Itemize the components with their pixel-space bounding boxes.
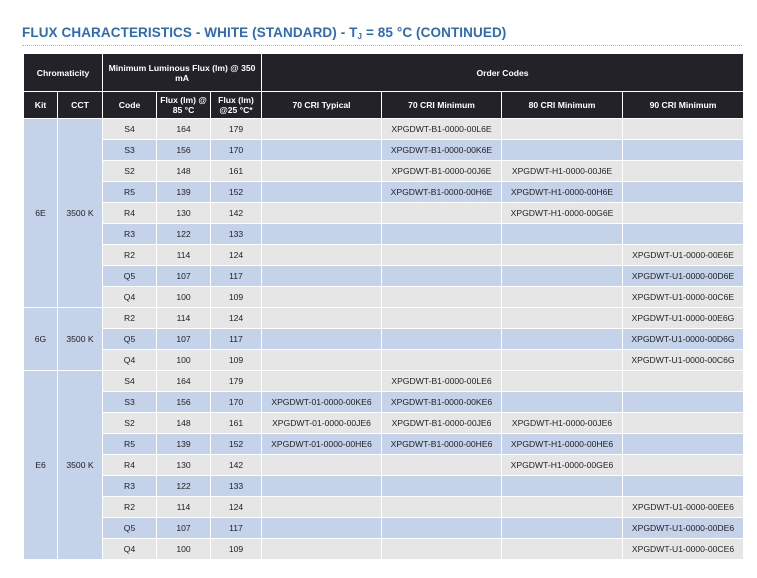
flux-table — [23, 53, 744, 560]
cri80-minimum-cell: XPGDWT-H1-0000-00JE6 — [502, 413, 623, 434]
table-row — [24, 518, 744, 539]
cri70-typical-cell — [262, 329, 382, 350]
flux-85-cell: 148 — [157, 161, 211, 182]
flux-85-cell: 100 — [157, 287, 211, 308]
code-cell: R4 — [103, 203, 157, 224]
cri80-minimum-cell — [502, 308, 623, 329]
cri70-typical-cell — [262, 371, 382, 392]
cri90-minimum-cell — [623, 182, 744, 203]
flux-85-cell: 122 — [157, 224, 211, 245]
flux-25-cell: 124 — [211, 245, 262, 266]
table-row — [24, 350, 744, 371]
flux-25-cell: 179 — [211, 119, 262, 140]
table-row — [24, 161, 744, 182]
table-row — [24, 455, 744, 476]
flux-85-cell: 114 — [157, 245, 211, 266]
code-cell: S3 — [103, 140, 157, 161]
header-70-cri-minimum: 70 CRI Minimum — [382, 92, 502, 119]
flux-85-cell: 156 — [157, 140, 211, 161]
flux-85-cell: 100 — [157, 350, 211, 371]
cri80-minimum-cell — [502, 350, 623, 371]
flux-85-cell: 130 — [157, 455, 211, 476]
cri70-minimum-cell: XPGDWT-B1-0000-00K6E — [382, 140, 502, 161]
flux-25-cell: 109 — [211, 287, 262, 308]
cri90-minimum-cell — [623, 392, 744, 413]
cri90-minimum-cell — [623, 119, 744, 140]
cri90-minimum-cell — [623, 140, 744, 161]
table-row — [24, 413, 744, 434]
kit-cell: 6E — [24, 119, 58, 308]
cri70-typical-cell — [262, 455, 382, 476]
flux-85-cell: 100 — [157, 539, 211, 560]
title-divider — [22, 45, 742, 46]
cri70-minimum-cell: XPGDWT-B1-0000-00HE6 — [382, 434, 502, 455]
cri70-minimum-cell: XPGDWT-B1-0000-00J6E — [382, 161, 502, 182]
cct-cell: 3500 K — [58, 308, 103, 371]
cri90-minimum-cell: XPGDWT-U1-0000-00DE6 — [623, 518, 744, 539]
title-main: FLUX CHARACTERISTICS - WHITE (STANDARD) - T — [22, 25, 358, 40]
cri80-minimum-cell: XPGDWT-H1-0000-00G6E — [502, 203, 623, 224]
flux-85-cell: 107 — [157, 329, 211, 350]
flux-25-cell: 161 — [211, 161, 262, 182]
cri70-typical-cell — [262, 140, 382, 161]
cri90-minimum-cell: XPGDWT-U1-0000-00C6E — [623, 287, 744, 308]
code-cell: S2 — [103, 161, 157, 182]
flux-25-cell: 133 — [211, 476, 262, 497]
cri90-minimum-cell: XPGDWT-U1-0000-00C6G — [623, 350, 744, 371]
cri70-minimum-cell — [382, 350, 502, 371]
cri70-typical-cell: XPGDWT-01-0000-00JE6 — [262, 413, 382, 434]
code-cell: R3 — [103, 224, 157, 245]
cri80-minimum-cell: XPGDWT-H1-0000-00GE6 — [502, 455, 623, 476]
header-cct: CCT — [58, 92, 103, 119]
flux-85-cell: 114 — [157, 497, 211, 518]
cri70-minimum-cell — [382, 455, 502, 476]
code-cell: Q4 — [103, 350, 157, 371]
flux-25-cell: 179 — [211, 371, 262, 392]
cri90-minimum-cell — [623, 413, 744, 434]
cri70-minimum-cell — [382, 518, 502, 539]
cri80-minimum-cell — [502, 371, 623, 392]
cct-cell: 3500 K — [58, 119, 103, 308]
table-body — [24, 119, 744, 560]
cri70-typical-cell — [262, 287, 382, 308]
title-subscript: J — [357, 32, 363, 41]
cri80-minimum-cell — [502, 329, 623, 350]
cri90-minimum-cell — [623, 434, 744, 455]
cri70-minimum-cell — [382, 308, 502, 329]
code-cell: Q5 — [103, 329, 157, 350]
cri80-minimum-cell — [502, 224, 623, 245]
cri90-minimum-cell: XPGDWT-U1-0000-00E6G — [623, 308, 744, 329]
table-row — [24, 329, 744, 350]
cri70-typical-cell — [262, 119, 382, 140]
cri80-minimum-cell: XPGDWT-H1-0000-00J6E — [502, 161, 623, 182]
flux-25-cell: 109 — [211, 539, 262, 560]
cri70-minimum-cell: XPGDWT-B1-0000-00LE6 — [382, 371, 502, 392]
flux-25-cell: 109 — [211, 350, 262, 371]
flux-85-cell: 130 — [157, 203, 211, 224]
cri70-typical-cell — [262, 224, 382, 245]
cri70-typical-cell: XPGDWT-01-0000-00HE6 — [262, 434, 382, 455]
cri70-minimum-cell — [382, 245, 502, 266]
cri80-minimum-cell — [502, 392, 623, 413]
cri90-minimum-cell — [623, 455, 744, 476]
cri70-typical-cell — [262, 266, 382, 287]
flux-25-cell: 133 — [211, 224, 262, 245]
code-cell: S4 — [103, 371, 157, 392]
table-row — [24, 245, 744, 266]
flux-25-cell: 117 — [211, 518, 262, 539]
cri70-minimum-cell — [382, 266, 502, 287]
table-row — [24, 371, 744, 392]
table-row — [24, 266, 744, 287]
cri70-minimum-cell — [382, 287, 502, 308]
cri90-minimum-cell: XPGDWT-U1-0000-00E6E — [623, 245, 744, 266]
table-row — [24, 539, 744, 560]
header-chromaticity: Chromaticity — [24, 54, 103, 92]
header-80-cri-minimum: 80 CRI Minimum — [502, 92, 623, 119]
header-flux-25: Flux (lm) @25 °C* — [211, 92, 262, 119]
cri70-typical-cell — [262, 182, 382, 203]
cri70-typical-cell — [262, 476, 382, 497]
cri70-minimum-cell — [382, 497, 502, 518]
table-row — [24, 287, 744, 308]
table-row — [24, 497, 744, 518]
flux-85-cell: 114 — [157, 308, 211, 329]
cri70-minimum-cell — [382, 476, 502, 497]
table-row — [24, 203, 744, 224]
flux-85-cell: 156 — [157, 392, 211, 413]
cri70-minimum-cell: XPGDWT-B1-0000-00JE6 — [382, 413, 502, 434]
page-title — [22, 25, 742, 41]
cri70-typical-cell — [262, 518, 382, 539]
table-row — [24, 308, 744, 329]
cri90-minimum-cell: XPGDWT-U1-0000-00CE6 — [623, 539, 744, 560]
cri80-minimum-cell — [502, 476, 623, 497]
table-row — [24, 434, 744, 455]
table-row — [24, 224, 744, 245]
cri90-minimum-cell — [623, 224, 744, 245]
table-row — [24, 476, 744, 497]
flux-25-cell: 124 — [211, 497, 262, 518]
kit-cell: 6G — [24, 308, 58, 371]
cri90-minimum-cell — [623, 203, 744, 224]
cri80-minimum-cell — [502, 140, 623, 161]
cri80-minimum-cell — [502, 518, 623, 539]
cri70-typical-cell — [262, 539, 382, 560]
flux-85-cell: 139 — [157, 182, 211, 203]
table-row — [24, 140, 744, 161]
code-cell: R5 — [103, 182, 157, 203]
cct-cell: 3500 K — [58, 371, 103, 560]
flux-25-cell: 142 — [211, 203, 262, 224]
code-cell: R5 — [103, 434, 157, 455]
cri70-typical-cell — [262, 203, 382, 224]
code-cell: R2 — [103, 497, 157, 518]
code-cell: R2 — [103, 308, 157, 329]
cri70-minimum-cell — [382, 539, 502, 560]
flux-25-cell: 152 — [211, 434, 262, 455]
table-row — [24, 119, 744, 140]
cri80-minimum-cell — [502, 245, 623, 266]
cri70-typical-cell — [262, 308, 382, 329]
cri70-typical-cell: XPGDWT-01-0000-00KE6 — [262, 392, 382, 413]
flux-85-cell: 107 — [157, 266, 211, 287]
cri80-minimum-cell — [502, 539, 623, 560]
code-cell: R2 — [103, 245, 157, 266]
cri70-minimum-cell: XPGDWT-B1-0000-00KE6 — [382, 392, 502, 413]
cri90-minimum-cell — [623, 476, 744, 497]
cri70-typical-cell — [262, 350, 382, 371]
cri80-minimum-cell — [502, 497, 623, 518]
flux-85-cell: 107 — [157, 518, 211, 539]
cri80-minimum-cell — [502, 287, 623, 308]
header-90-cri-minimum: 90 CRI Minimum — [623, 92, 744, 119]
code-cell: Q5 — [103, 266, 157, 287]
flux-85-cell: 148 — [157, 413, 211, 434]
flux-25-cell: 142 — [211, 455, 262, 476]
flux-25-cell: 124 — [211, 308, 262, 329]
flux-85-cell: 164 — [157, 371, 211, 392]
flux-25-cell: 152 — [211, 182, 262, 203]
code-cell: S4 — [103, 119, 157, 140]
cri90-minimum-cell: XPGDWT-U1-0000-00EE6 — [623, 497, 744, 518]
code-cell: S2 — [103, 413, 157, 434]
cri90-minimum-cell — [623, 161, 744, 182]
code-cell: S3 — [103, 392, 157, 413]
flux-85-cell: 139 — [157, 434, 211, 455]
cri70-minimum-cell — [382, 224, 502, 245]
code-cell: Q4 — [103, 287, 157, 308]
header-order-codes: Order Codes — [262, 54, 744, 92]
header-70-cri-typical: 70 CRI Typical — [262, 92, 382, 119]
flux-25-cell: 170 — [211, 392, 262, 413]
header-min-flux: Minimum Luminous Flux (lm) @ 350 mA — [103, 54, 262, 92]
flux-85-cell: 122 — [157, 476, 211, 497]
cri90-minimum-cell: XPGDWT-U1-0000-00D6G — [623, 329, 744, 350]
cri80-minimum-cell — [502, 119, 623, 140]
cri80-minimum-cell: XPGDWT-H1-0000-00H6E — [502, 182, 623, 203]
cri70-typical-cell — [262, 497, 382, 518]
table-row — [24, 392, 744, 413]
cri80-minimum-cell: XPGDWT-H1-0000-00HE6 — [502, 434, 623, 455]
header-code: Code — [103, 92, 157, 119]
cri70-typical-cell — [262, 245, 382, 266]
code-cell: R4 — [103, 455, 157, 476]
flux-25-cell: 170 — [211, 140, 262, 161]
code-cell: R3 — [103, 476, 157, 497]
code-cell: Q5 — [103, 518, 157, 539]
cri70-minimum-cell — [382, 329, 502, 350]
flux-25-cell: 161 — [211, 413, 262, 434]
table-row — [24, 182, 744, 203]
cri70-minimum-cell: XPGDWT-B1-0000-00H6E — [382, 182, 502, 203]
title-tail: = 85 °C (CONTINUED) — [362, 25, 507, 40]
header-flux-85: Flux (lm) @ 85 °C — [157, 92, 211, 119]
flux-85-cell: 164 — [157, 119, 211, 140]
cri80-minimum-cell — [502, 266, 623, 287]
cri70-minimum-cell: XPGDWT-B1-0000-00L6E — [382, 119, 502, 140]
flux-25-cell: 117 — [211, 266, 262, 287]
cri90-minimum-cell: XPGDWT-U1-0000-00D6E — [623, 266, 744, 287]
cri90-minimum-cell — [623, 371, 744, 392]
header-kit: Kit — [24, 92, 58, 119]
cri70-typical-cell — [262, 161, 382, 182]
flux-25-cell: 117 — [211, 329, 262, 350]
code-cell: Q4 — [103, 539, 157, 560]
kit-cell: E6 — [24, 371, 58, 560]
cri70-minimum-cell — [382, 203, 502, 224]
